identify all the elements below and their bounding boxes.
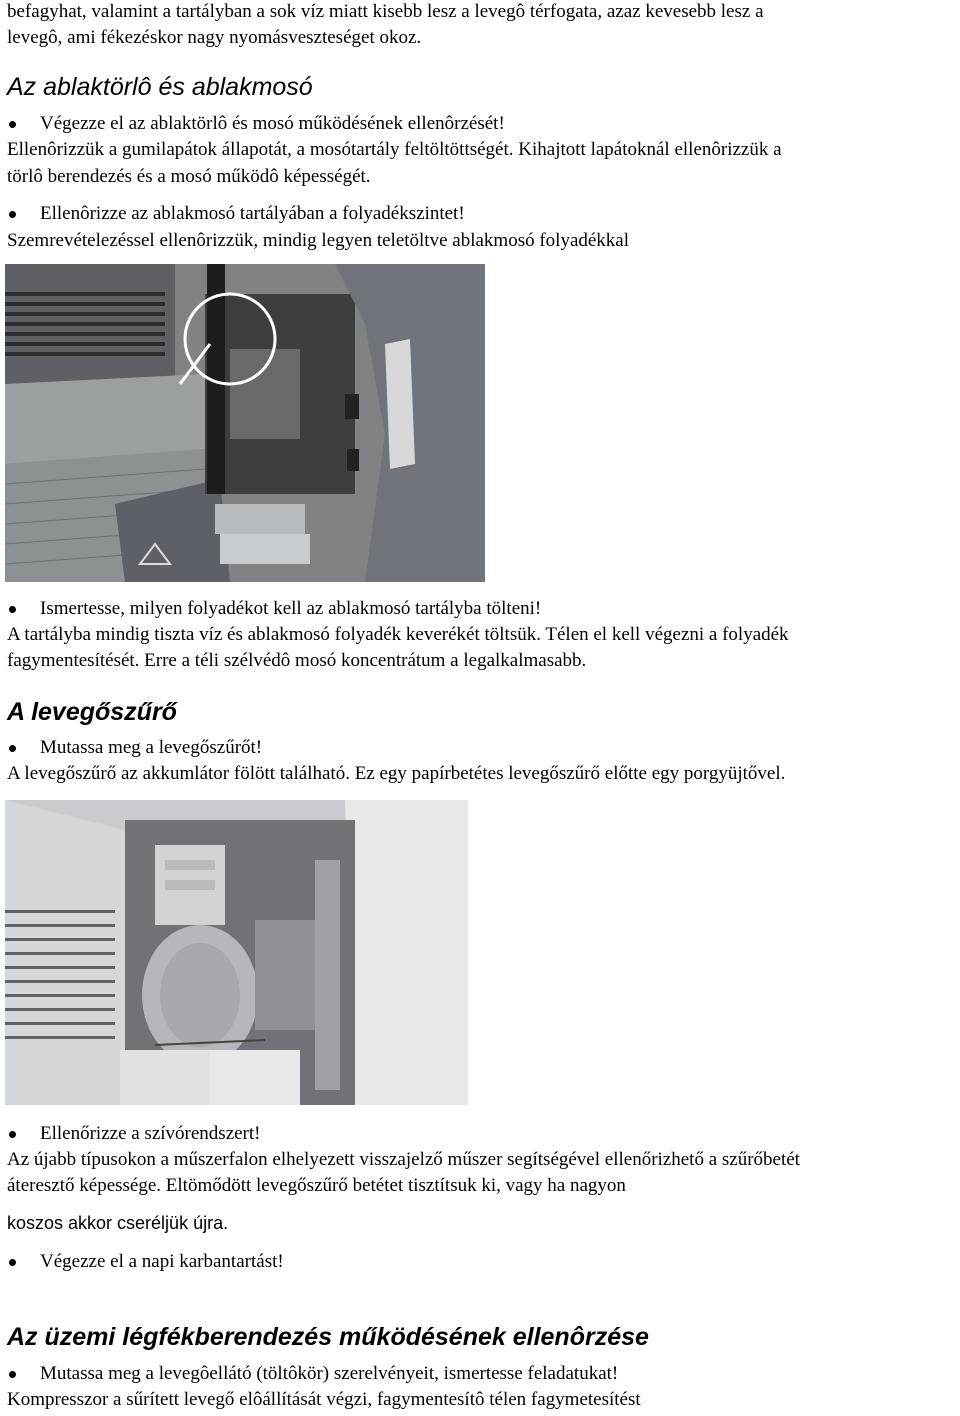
- wiper-para-1c: törlô berendezés és a mosó működô képességét.: [7, 166, 371, 187]
- airfilter-para-1: A levegőszűrő az akkumlátor fölött található. Ez egy papírbetétes levegőszűrő előtte egy porgyüjtővel.: [7, 763, 786, 784]
- washer-tank-photo: [5, 264, 485, 582]
- bullet-dot: [9, 1131, 16, 1138]
- bullet-dot: [9, 1259, 16, 1266]
- wiper-para-3b: fagymentesítését. Erre a téli szélvédô mosó koncentrátum a legalkalmasabb.: [7, 650, 587, 671]
- wiper-para-1a: Ellenôrizzük a gumilapátok állapotát, a mosótartály feltöltöttségét. Kihajtott lapátoknál ellenôrizzük a: [7, 139, 782, 160]
- bullet-dot: [9, 1371, 16, 1378]
- heading-wiper: Az ablaktörlô és ablakmosó: [7, 73, 313, 101]
- airfilter-bullet-1: Mutassa meg a levegőszűrőt!: [40, 737, 263, 758]
- brake-para-1: Kompresszor a sűrített levegő elôállítását végzi, fagymentesítô télen fagymetesítést: [7, 1389, 641, 1410]
- airfilter-para-2c: koszos akkor cseréljük újra.: [7, 1213, 229, 1233]
- intro-line-1: befagyhat, valamint a tartályban a sok víz miatt kisebb lesz a levegô térfogata, azaz kevesebb lesz a: [7, 1, 764, 22]
- airfilter-bullet-2: Ellenőrizze a szívórendszert!: [40, 1123, 261, 1144]
- bullet-dot: [9, 606, 16, 613]
- wiper-para-2: Szemrevételezéssel ellenôrizzük, mindig legyen teletöltve ablakmosó folyadékkal: [7, 230, 630, 251]
- wiper-bullet-3: Ismertesse, milyen folyadékot kell az ablakmosó tartályba tölteni!: [40, 598, 542, 619]
- intro-line-2: levegô, ami fékezéskor nagy nyomásveszteséget okoz.: [7, 27, 422, 48]
- heading-air-filter: A levegőszűrő: [7, 698, 177, 726]
- heading-brake: Az üzemi légfékberendezés működésének ellenôrzése: [7, 1323, 649, 1351]
- air-filter-photo: [5, 800, 468, 1105]
- bullet-dot: [9, 211, 16, 218]
- airfilter-para-2a: Az újabb típusokon a műszerfalon elhelyezett visszajelző műszer segítségével ellenőrizhető a szűrőbetét: [7, 1149, 800, 1170]
- airfilter-bullet-3: Végezze el a napi karbantartást!: [40, 1251, 284, 1272]
- brake-bullet-1: Mutassa meg a levegôellátó (töltôkör) szerelvényeit, ismertesse feladatukat!: [40, 1363, 619, 1384]
- wiper-bullet-1: Végezze el az ablaktörlô és mosó működésének ellenôrzését!: [40, 113, 505, 134]
- wiper-bullet-2: Ellenôrizze az ablakmosó tartályában a folyadékszintet!: [40, 203, 465, 224]
- bullet-dot: [9, 745, 16, 752]
- bullet-dot: [9, 121, 16, 128]
- wiper-para-3a: A tartályba mindig tiszta víz és ablakmosó folyadék keverékét töltsük. Télen el kell végezni a folyadék: [7, 624, 789, 645]
- airfilter-para-2b: áteresztő képessége. Eltömődött levegőszűrő betétet tisztítsuk ki, vagy ha nagyon: [7, 1175, 626, 1196]
